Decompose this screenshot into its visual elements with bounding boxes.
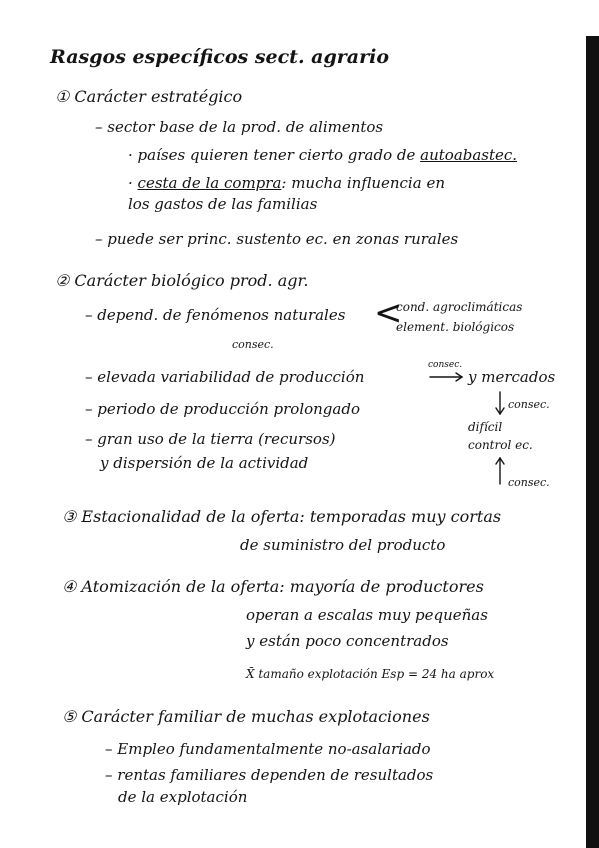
section-1-line-5: – puede ser princ. sustento ec. en zonas rurales: [95, 230, 459, 248]
section-2-control: control ec.: [468, 438, 533, 452]
section-2-line-2: – elevada variabilidad de producción: [85, 368, 365, 386]
section-1-line-1: – sector base de la prod. de alimentos: [95, 118, 384, 136]
section-2-consec-a: consec.: [232, 338, 274, 351]
section-5-line-2: – rentas familiares dependen de resultados: [105, 766, 434, 784]
section-2-consec-d: consec.: [508, 476, 550, 489]
section-2-line-3: – periodo de producción prolongado: [85, 400, 360, 418]
section-2-heading: ② Carácter biológico prod. agr.: [55, 271, 309, 290]
section-2-dificil: difícil: [468, 420, 503, 434]
section-3-line-1: de suministro del producto: [240, 536, 446, 554]
section-2-brace-item-1: cond. agroclimáticas: [396, 300, 523, 314]
section-2-mercados: y mercados: [468, 368, 556, 386]
section-5-line-1: – Empleo fundamentalmente no-asalariado: [105, 740, 431, 758]
section-2-consec-b: consec.: [428, 360, 463, 370]
section-5-line-3: de la explotación: [118, 788, 248, 806]
bullet-dot: ·: [128, 174, 138, 192]
section-4-line-3: X̄ tamaño explotación Esp = 24 ha aprox: [246, 667, 495, 681]
section-4-line-1: operan a escalas muy pequeñas: [246, 606, 488, 624]
page-title: Rasgos específicos sect. agrario: [50, 46, 389, 68]
section-2-line-4: – gran uso de la tierra (recursos): [85, 430, 336, 448]
section-1-autoabastec: autoabastec.: [420, 146, 518, 164]
section-4-heading: ④ Atomización de la oferta: mayoría de productores: [62, 577, 484, 596]
section-1-cesta: cesta de la compra: [137, 174, 282, 192]
section-1-line-4: los gastos de las familias: [128, 195, 318, 213]
section-2-line-5: y dispersión de la actividad: [100, 454, 309, 472]
section-2-consec-c: consec.: [508, 398, 550, 411]
section-1-heading: ① Carácter estratégico: [55, 87, 243, 106]
section-2-brace-item-2: element. biológicos: [396, 320, 515, 334]
section-4-line-2: y están poco concentrados: [246, 632, 449, 650]
section-5-heading: ⑤ Carácter familiar de muchas explotaciones: [62, 707, 430, 726]
section-1-line-2-text: · países quieren tener cierto grado de: [128, 146, 421, 164]
section-3-heading: ③ Estacionalidad de la oferta: temporadas muy cortas: [62, 507, 502, 526]
section-2-line-1: – depend. de fenómenos naturales: [85, 306, 346, 324]
section-1-line-3-rest: : mucha influencia en: [281, 174, 445, 192]
brace-symbol: <: [374, 293, 403, 333]
